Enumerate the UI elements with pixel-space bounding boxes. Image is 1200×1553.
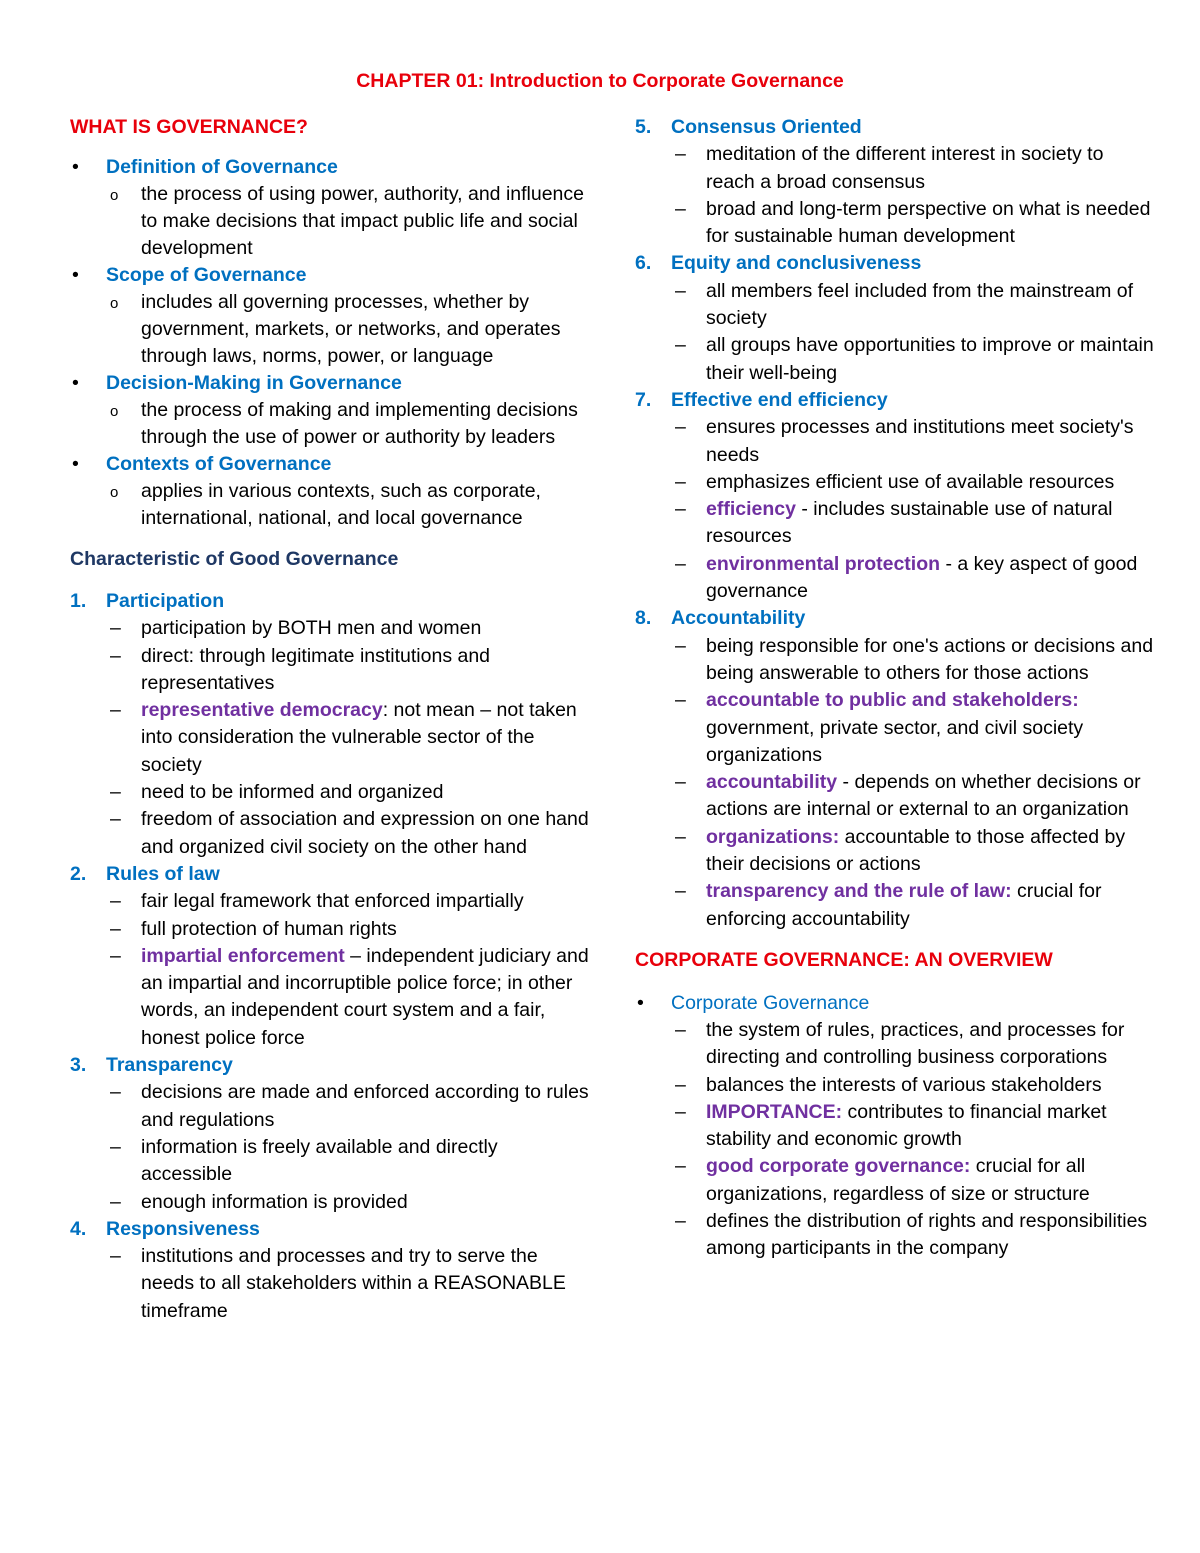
dash-text: information is freely available and directly accessible xyxy=(141,1135,498,1186)
bullet-title: Corporate Governance xyxy=(671,991,870,1014)
numbered-item xyxy=(635,605,1155,632)
dash-item xyxy=(70,916,590,943)
dash-icon: – xyxy=(110,1190,121,1213)
dash-icon: – xyxy=(675,334,686,357)
dash-item xyxy=(635,1208,1155,1263)
dash-text: defines the distribution of rights and responsibilities among participants in the company xyxy=(706,1209,1148,1260)
item-title: Accountability xyxy=(671,607,806,630)
bullet-title: Decision-Making in Governance xyxy=(106,372,402,394)
sub-item xyxy=(70,397,590,451)
sub-item xyxy=(70,181,590,262)
dash-icon: – xyxy=(675,1018,686,1041)
characteristics-list-right xyxy=(635,114,1155,933)
circle-bullet-icon: o xyxy=(110,484,119,501)
dash-icon: – xyxy=(110,644,121,667)
dash-icon: – xyxy=(675,197,686,220)
item-number: 8. xyxy=(635,607,652,630)
dash-keyword: IMPORTANCE: xyxy=(706,1100,843,1123)
item-title: Participation xyxy=(106,590,225,612)
dash-item xyxy=(635,824,1155,879)
sub-item-text: the process of using power, authority, and influence to make decisions that impact public life and social development xyxy=(141,183,584,259)
dash-item xyxy=(635,414,1155,469)
bullet-title: Scope of Governance xyxy=(106,264,307,286)
numbered-item xyxy=(70,861,590,888)
what-is-governance-heading: WHAT IS GOVERNANCE? xyxy=(70,116,308,138)
sub-item-text: the process of making and implementing decisions through the use of power or authority by leaders xyxy=(141,399,578,448)
dash-icon: – xyxy=(675,470,686,493)
dash-item xyxy=(635,469,1155,496)
dash-item xyxy=(635,332,1155,387)
right-column xyxy=(635,114,1155,1263)
item-number: 4. xyxy=(70,1217,87,1240)
dash-keyword: accountable to public and stakeholders: xyxy=(706,689,1079,712)
bullet-icon: • xyxy=(637,991,644,1014)
item-number: 1. xyxy=(70,590,87,612)
sub-item xyxy=(70,289,590,370)
dash-icon: – xyxy=(675,771,686,794)
corporate-overview-heading: CORPORATE GOVERNANCE: AN OVERVIEW xyxy=(635,948,1053,971)
page-title: CHAPTER 01: Introduction to Corporate Governance xyxy=(356,70,844,92)
dash-keyword: accountability xyxy=(706,771,838,794)
characteristics-list-left xyxy=(70,588,590,1325)
dash-text: enough information is provided xyxy=(141,1190,408,1213)
dash-text: crucial for all organizations, regardless of size or structure xyxy=(706,1155,1090,1205)
dash-text: government, private sector, and civil society organizations xyxy=(706,716,1084,766)
dash-icon: – xyxy=(675,1155,686,1178)
item-number: 7. xyxy=(635,388,652,411)
dash-keyword: efficiency xyxy=(706,498,796,521)
bullet-icon: • xyxy=(72,372,79,394)
dash-item xyxy=(70,806,590,861)
dash-item xyxy=(635,1072,1155,1099)
bullet-icon: • xyxy=(72,453,79,475)
dash-item xyxy=(635,769,1155,824)
dash-icon: – xyxy=(110,617,121,640)
dash-icon: – xyxy=(675,1100,686,1123)
numbered-item xyxy=(635,387,1155,414)
circle-bullet-icon: o xyxy=(110,295,119,312)
dash-icon: – xyxy=(110,781,121,804)
dash-icon: – xyxy=(675,825,686,848)
item-title: Effective end efficiency xyxy=(671,388,888,411)
dash-item xyxy=(635,551,1155,606)
numbered-item xyxy=(70,1052,590,1079)
dash-item xyxy=(635,633,1155,688)
dash-icon: – xyxy=(110,699,121,722)
dash-text: ensures processes and institutions meet society's needs xyxy=(706,416,1134,466)
bullet-title: Contexts of Governance xyxy=(106,453,332,475)
item-title: Responsiveness xyxy=(106,1217,260,1240)
dash-text: – independent judiciary and an impartial and incorruptible police force; in other words, an independent court system and a fair, honest police force xyxy=(141,944,589,1049)
dash-text: - depends on whether decisions or actions are internal or external to an organization xyxy=(706,771,1141,821)
dash-icon: – xyxy=(110,1135,121,1158)
dash-icon: – xyxy=(675,634,686,657)
item-number: 5. xyxy=(635,116,652,138)
dash-item xyxy=(70,643,590,698)
dash-icon: – xyxy=(675,279,686,302)
dash-icon: – xyxy=(675,498,686,521)
numbered-item xyxy=(70,1216,590,1243)
sub-item-text: applies in various contexts, such as corporate, international, national, and local governance xyxy=(141,480,541,529)
dash-text: freedom of association and expression on one hand and organized civil society on the other hand xyxy=(141,808,589,858)
bullet-icon: • xyxy=(72,264,79,286)
dash-text: - a key aspect of good governance xyxy=(706,552,1138,603)
bullet-item xyxy=(635,990,1155,1017)
dash-text: accountable to those affected by their decisions or actions xyxy=(706,825,1126,876)
dash-item xyxy=(70,1243,590,1325)
overview-list xyxy=(635,990,1155,1263)
numbered-item xyxy=(635,250,1155,277)
left-column xyxy=(70,114,590,1325)
dash-text: balances the interests of various stakeholders xyxy=(706,1073,1102,1096)
dash-item xyxy=(635,141,1155,196)
dash-text: need to be informed and organized xyxy=(141,781,444,804)
dash-text: the system of rules, practices, and processes for directing and controlling business corporations xyxy=(706,1018,1125,1069)
dash-keyword: organizations: xyxy=(706,825,840,848)
dash-icon: – xyxy=(675,1073,686,1096)
dash-text: contributes to financial market stability and economic growth xyxy=(706,1100,1107,1151)
dash-keyword: environmental protection xyxy=(706,552,941,575)
numbered-item xyxy=(635,114,1155,141)
dash-icon: – xyxy=(675,552,686,575)
item-title: Transparency xyxy=(106,1054,233,1077)
item-title: Consensus Oriented xyxy=(671,116,862,138)
dash-item xyxy=(635,687,1155,769)
circle-bullet-icon: o xyxy=(110,403,119,420)
dash-item xyxy=(635,1017,1155,1072)
dash-text: meditation of the different interest in society to reach a broad consensus xyxy=(706,143,1104,193)
dash-text: all groups have opportunities to improve or maintain their well-being xyxy=(706,334,1154,384)
dash-item xyxy=(635,196,1155,251)
dash-text: crucial for enforcing accountability xyxy=(706,880,1102,930)
dash-item xyxy=(70,697,590,779)
dash-icon: – xyxy=(675,143,686,166)
dash-text: direct: through legitimate institutions and representatives xyxy=(141,644,491,694)
bullet-icon: • xyxy=(72,156,79,178)
dash-text: institutions and processes and try to serve the needs to all stakeholders within a REASONABLE timeframe xyxy=(141,1245,566,1322)
dash-text: all members feel included from the mainstream of society xyxy=(706,279,1134,330)
dash-keyword: representative democracy xyxy=(141,699,383,722)
dash-text: full protection of human rights xyxy=(141,917,397,940)
dash-item xyxy=(70,779,590,806)
dash-text: : not mean – not taken into consideration the vulnerable sector of the society xyxy=(141,699,577,776)
dash-item xyxy=(635,278,1155,333)
dash-item xyxy=(635,878,1155,933)
dash-item xyxy=(70,1079,590,1134)
sub-item-text: includes all governing processes, whether by government, markets, or networks, and operates through laws, norms, power, or language xyxy=(141,291,561,367)
dash-icon: – xyxy=(675,880,686,903)
dash-text: emphasizes efficient use of available resources xyxy=(706,470,1115,493)
dash-icon: – xyxy=(675,689,686,712)
numbered-item xyxy=(70,588,590,615)
characteristic-heading: Characteristic of Good Governance xyxy=(70,548,399,570)
dash-item xyxy=(70,888,590,915)
item-title: Rules of law xyxy=(106,862,220,885)
item-number: 2. xyxy=(70,862,87,885)
item-number: 6. xyxy=(635,252,652,275)
dash-item xyxy=(70,1134,590,1189)
dash-icon: – xyxy=(110,1245,121,1268)
dash-item xyxy=(635,1099,1155,1154)
governance-bullet-list xyxy=(70,154,590,532)
dash-icon: – xyxy=(110,944,121,967)
bullet-item xyxy=(70,154,590,181)
dash-keyword: impartial enforcement xyxy=(141,944,345,967)
dash-icon: – xyxy=(110,890,121,913)
dash-text: participation by BOTH men and women xyxy=(141,617,482,640)
bullet-item xyxy=(70,262,590,289)
bullet-item xyxy=(70,370,590,397)
dash-icon: – xyxy=(110,808,121,831)
dash-icon: – xyxy=(675,1209,686,1232)
circle-bullet-icon: o xyxy=(110,187,119,204)
dash-text: - includes sustainable use of natural resources xyxy=(706,498,1113,548)
dash-item xyxy=(70,615,590,642)
dash-keyword: transparency and the rule of law: xyxy=(706,880,1012,903)
bullet-title: Definition of Governance xyxy=(106,156,338,178)
sub-item xyxy=(70,478,590,532)
dash-item xyxy=(635,1153,1155,1208)
dash-text: being responsible for one's actions or decisions and being answerable to others for those actions xyxy=(706,634,1154,684)
item-title: Equity and conclusiveness xyxy=(671,252,922,275)
dash-icon: – xyxy=(110,917,121,940)
dash-text: broad and long-term perspective on what is needed for sustainable human development xyxy=(706,197,1151,248)
dash-text: fair legal framework that enforced impartially xyxy=(141,890,524,913)
dash-text: decisions are made and enforced according to rules and regulations xyxy=(141,1081,589,1131)
dash-item xyxy=(70,1189,590,1216)
dash-icon: – xyxy=(110,1081,121,1104)
dash-icon: – xyxy=(675,416,686,439)
dash-keyword: good corporate governance: xyxy=(706,1155,971,1178)
item-number: 3. xyxy=(70,1054,87,1077)
dash-item xyxy=(635,496,1155,551)
bullet-item xyxy=(70,451,590,478)
dash-item xyxy=(70,943,590,1052)
